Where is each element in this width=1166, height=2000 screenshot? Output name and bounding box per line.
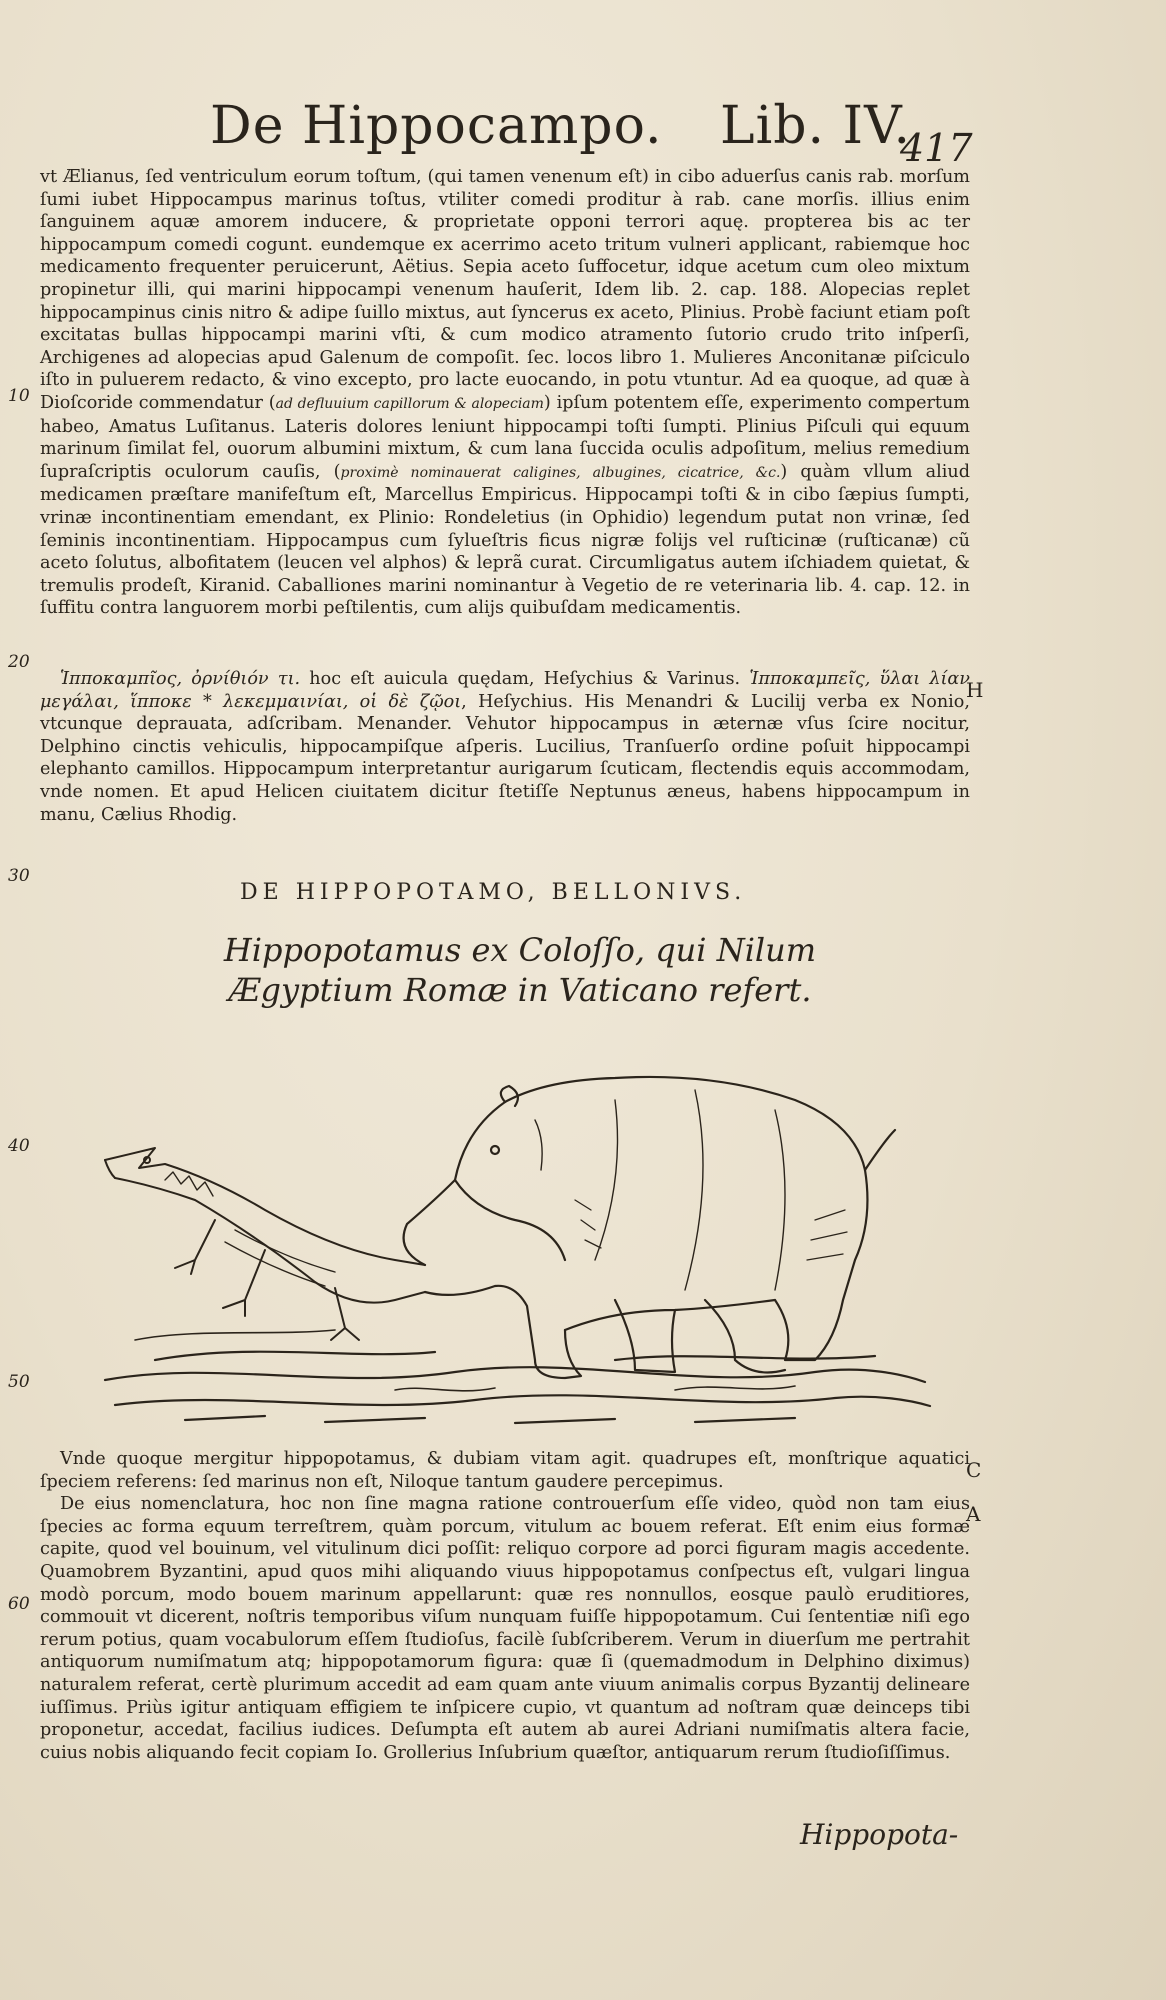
page-number: 417 — [900, 126, 973, 170]
line-number: 30 — [8, 866, 30, 886]
paragraph: Vnde quoque mergitur hippopotamus, & dubiam vitam agit. quadrupes eſt, monſtrique aquatici ſpeciem referens: ſed marinus non eſt, Niloque tantum gaudere percepimus. — [40, 1449, 970, 1492]
book-number: Lib. IV. — [720, 96, 912, 156]
plate-caption: Hippopotamus ex Coloſſo, qui Nilum Ægyptium Romæ in Vaticano refert. — [223, 931, 817, 1009]
line-number: 50 — [8, 1372, 30, 1392]
margin-letter-c: C — [966, 1458, 982, 1482]
inline-italic-gloss: ad defluuium capillorum & alopeciam — [275, 395, 544, 412]
line-number: 60 — [8, 1594, 30, 1614]
margin-letter-h: H — [966, 678, 984, 702]
hippocampus-philology-text — [40, 668, 970, 826]
catchword: Hippopota- — [800, 1818, 959, 1851]
line-number: 40 — [8, 1136, 30, 1156]
hippopotamus-crocodile-woodcut — [95, 1060, 935, 1430]
margin-letter-a: A — [966, 1502, 981, 1526]
hippocampus-text — [40, 166, 970, 620]
greek-term: Ἱπποκαμπῖος, ὀρνίθιόν τι. — [60, 669, 301, 689]
greek-term: Ἱπποκαμπεῖς, ὕλαι λίαν μεγάλαι, ἵπποκε * λεκεμμαινίαι, οἱ δὲ ζῷοι — [40, 669, 970, 712]
running-head — [210, 96, 911, 156]
running-title: De Hippocampo. — [210, 96, 663, 156]
paragraph: De eius nomenclatura, hoc non ſine magna ratione controuerſum eſſe video, quòd non tam eius ſpecies ac forma equum terreſtrem, quàm porcum, vitulum ac bouem referat. Eſt enim eius formæ capite, quod vel bouinum, vel vitulinum dici poſſit: reliquo corpore ad porci figuram magis accedente. Quamobrem Byzantini, apud quos mihi aliquando viuus hippopotamus conſpectus eſt, vulgari lingua modò porcum, modo bouem marinum appellarunt: quæ res nonnullos, eosque paulò eruditiores, commouit vt dicerent, noſtris temporibus viſum nunquam fuiſſe hippopotamum. Cui ſententiæ niſi ego rerum potius, quam vocabulorum eſſem ſtudioſus, facilè ſubſcriberem. Verum in diuerſum me pertrahit antiquorum numiſmatum atq; hippopotamorum figura: quæ ſi (quemadmodum in Delphino diximus) naturalem referat, certè plurimum accedit ad eam quam ante viuum animalis corpus Byzantij delineare iuſſimus. Priùs igitur antiquam effigiem te inſpicere cupio, vt quantum ad noſtram quæ deinceps tibi proponetur, accedat, facilius iudices. Deſumpta eſt autem ab aurei Adriani numiſmatis altera facie, cuius nobis aliquando fecit copiam Io. Grollerius Inſubrium quæſtor, antiquarum rerum ſtudioſiſſimus. — [40, 1494, 970, 1763]
line-number: 20 — [8, 652, 30, 672]
crocodile — [105, 1148, 425, 1340]
paragraph: Ἱπποκαμπῖος, ὀρνίθιόν τι. hoc eſt auicula quędam, Heſychius & Varinus. Ἱπποκαμπεῖς, ὕλαι λίαν μεγάλαι, ἵπποκε * λεκεμμαινίαι, οἱ δὲ ζῷοι, Heſychius. His Menandri & Lucilij verba ex Nonio, vtcunque deprauata, adſcribam. Menander. Vehutor hippocampus in æternæ vſus ſcire nocitur, Delphino cinctis vehiculis, hippocampiſque aſperis. Lucilius, Tranſuerſo ordine poſuit hippocampi elephanto camillos. Hippocampum interpretantur aurigarum ſcuticam, flectendis equis accommodam, vnde nomen. Et apud Helicen ciuitatem dicitur ſtetiſſe Neptunus æneus, habens hippocampum in manu, Cælius Rhodig. — [40, 669, 970, 825]
paragraph: vt Ælianus, ſed ventriculum eorum toſtum, (qui tamen venenum eſt) in cibo aduerſus canis rab. morſum ſumi iubet Hippocampus marinus toſtus, vtiliter comedi proditur à rab. cane morſis. illius enim ſanguinem aquæ amorem inducere, & proprietate opponi terrori aquę. propterea bis ac ter hippocampum comedi cogunt. eundemque ex acerrimo aceto tritum vulneri applicant, rabiemque hoc medicamento frequenter peruicerunt, Aëtius. Sepia aceto ſuffocetur, idque acetum cum oleo mixtum propinetur illi, qui marini hippocampi venenum hauſerit, Idem lib. 2. cap. 188. Alopecias replet hippocampinus cinis nitro & adipe ſuillo mixtus, aut ſyncerus ex aceto, Plinius. Probè faciunt etiam poſt excitatas bullas hippocampi marini vſti, & cum modico atramento ſutorio crudo trito inſperſi, Archigenes ad alopecias apud Galenum de compoſit. ſec. locos libro 1. Mulieres Anconitanæ piſciculo iſto in puluerem redacto, & vino excepto, pro lacte euocando, in potu vtuntur. Ad ea quoque, ad quæ à Dioſcoride commendatur (ad defluuium capillorum & alopeciam) ipſum potentem eſſe, experimento compertum habeo, Amatus Luſitanus. Lateris dolores leniunt hippocampi toſti ſumpti. Plinius Piſculi qui equum marinum ſimilat fel, ouorum albumini mixtum, & cum lana ſuccida oculis adpoſitum, melius remedium ſupraſcriptis oculorum cauſis, (proximè nominauerat caligines, albugines, cicatrice, &c.) quàm vllum aliud medicamen præſtare manifeſtum eſt, Marcellus Empiricus. Hippocampi toſti & in cibo ſæpius ſumpti, vrinæ incontinentiam emendant, ex Plinio: Rondeletius (in Ophidio) legendum putat non vrinæ, ſed ſeminis incontinentiam. Hippocampus cum ſylueſtris ficus nigræ folijs vel ruſticinæ (ruſticanæ) cũ aceto ſolutus, albofitatem (leucen vel alphos) & leprã curat. Circumligatus autem iſchiadem quietat, & tremulis prodeſt, Kiranid. Caballiones marini nominantur à Vegetio de re veterinaria lib. 4. cap. 12. in ſuffitu contra languorem morbi peſtilentis, cum alijs quibuſdam medicamentis. — [40, 167, 970, 619]
ground-hatching — [105, 1330, 930, 1423]
hippopotamus-text — [40, 1448, 970, 1764]
hippopotamus — [404, 1077, 895, 1378]
line-number: 10 — [8, 386, 30, 406]
section-heading: DE HIPPOPOTAMO, BELLONIVS. — [240, 880, 747, 905]
inline-italic-gloss: proximè nominauerat caligines, albugines, cicatrice, &c. — [340, 464, 781, 481]
